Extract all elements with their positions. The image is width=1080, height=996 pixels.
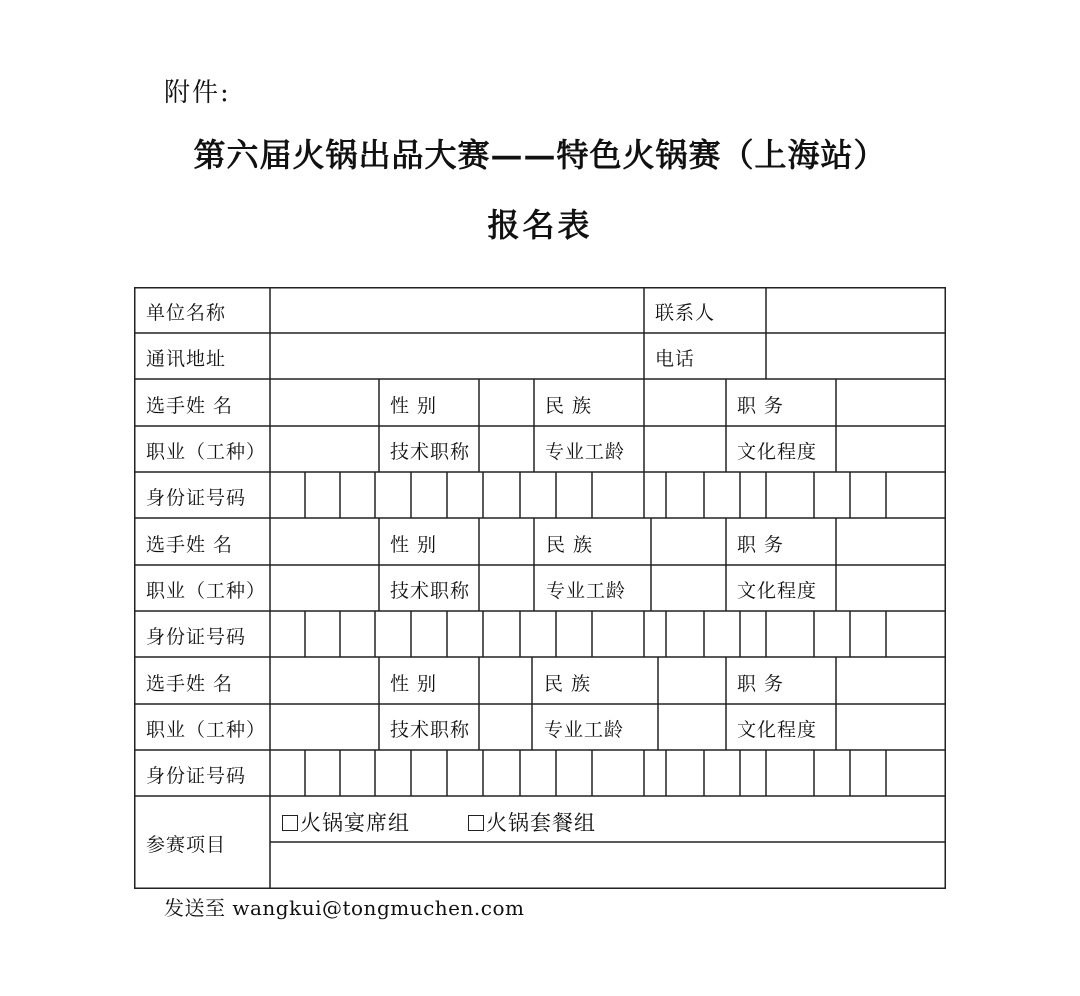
participant-name-label: 选手姓 名	[146, 673, 234, 695]
occupation-label: 职业（工种）	[146, 719, 267, 741]
education-label: 文化程度	[737, 441, 818, 463]
phone-label: 电话	[655, 348, 696, 370]
gender-label: 性 别	[390, 673, 438, 695]
attachment-label: 附件:	[164, 78, 231, 108]
option-set-meal-label: 火锅套餐组	[486, 811, 596, 835]
position-label: 职 务	[737, 534, 785, 556]
education-label: 文化程度	[737, 719, 818, 741]
option-banquet-label: 火锅宴席组	[300, 811, 410, 835]
checkbox-icon[interactable]	[282, 815, 298, 831]
registration-form	[134, 287, 946, 889]
work-years-label: 专业工龄	[545, 441, 626, 463]
ethnicity-label: 民 族	[544, 673, 592, 695]
work-years-label: 专业工龄	[544, 719, 625, 741]
gender-label: 性 别	[390, 395, 438, 417]
checkbox-icon[interactable]	[468, 815, 484, 831]
option-banquet[interactable]	[282, 807, 410, 837]
address-label: 通讯地址	[146, 348, 227, 370]
participant-name-label: 选手姓 名	[146, 534, 234, 556]
form-subtitle: 报名表	[487, 206, 593, 244]
participant-name-label: 选手姓 名	[146, 395, 234, 417]
id-number-label: 身份证号码	[146, 487, 247, 509]
ethnicity-label: 民 族	[545, 395, 593, 417]
tech-title-label: 技术职称	[390, 441, 471, 463]
category-label: 参赛项目	[146, 834, 227, 856]
tech-title-label: 技术职称	[390, 719, 471, 741]
occupation-label: 职业（工种）	[146, 441, 267, 463]
work-years-label: 专业工龄	[546, 580, 627, 602]
id-number-label: 身份证号码	[146, 626, 247, 648]
option-set-meal[interactable]	[468, 807, 596, 837]
tech-title-label: 技术职称	[390, 580, 471, 602]
unit-name-label: 单位名称	[146, 302, 227, 324]
education-label: 文化程度	[737, 580, 818, 602]
occupation-label: 职业（工种）	[146, 580, 267, 602]
position-label: 职 务	[737, 673, 785, 695]
ethnicity-label: 民 族	[546, 534, 594, 556]
send-to-email: 发送至 wangkui@tongmuchen.com	[164, 896, 525, 920]
position-label: 职 务	[737, 395, 785, 417]
gender-label: 性 别	[390, 534, 438, 556]
form-title: 第六届火锅出品大赛——特色火锅赛（上海站）	[193, 136, 887, 174]
contact-person-label: 联系人	[655, 302, 716, 324]
id-number-label: 身份证号码	[146, 765, 247, 787]
